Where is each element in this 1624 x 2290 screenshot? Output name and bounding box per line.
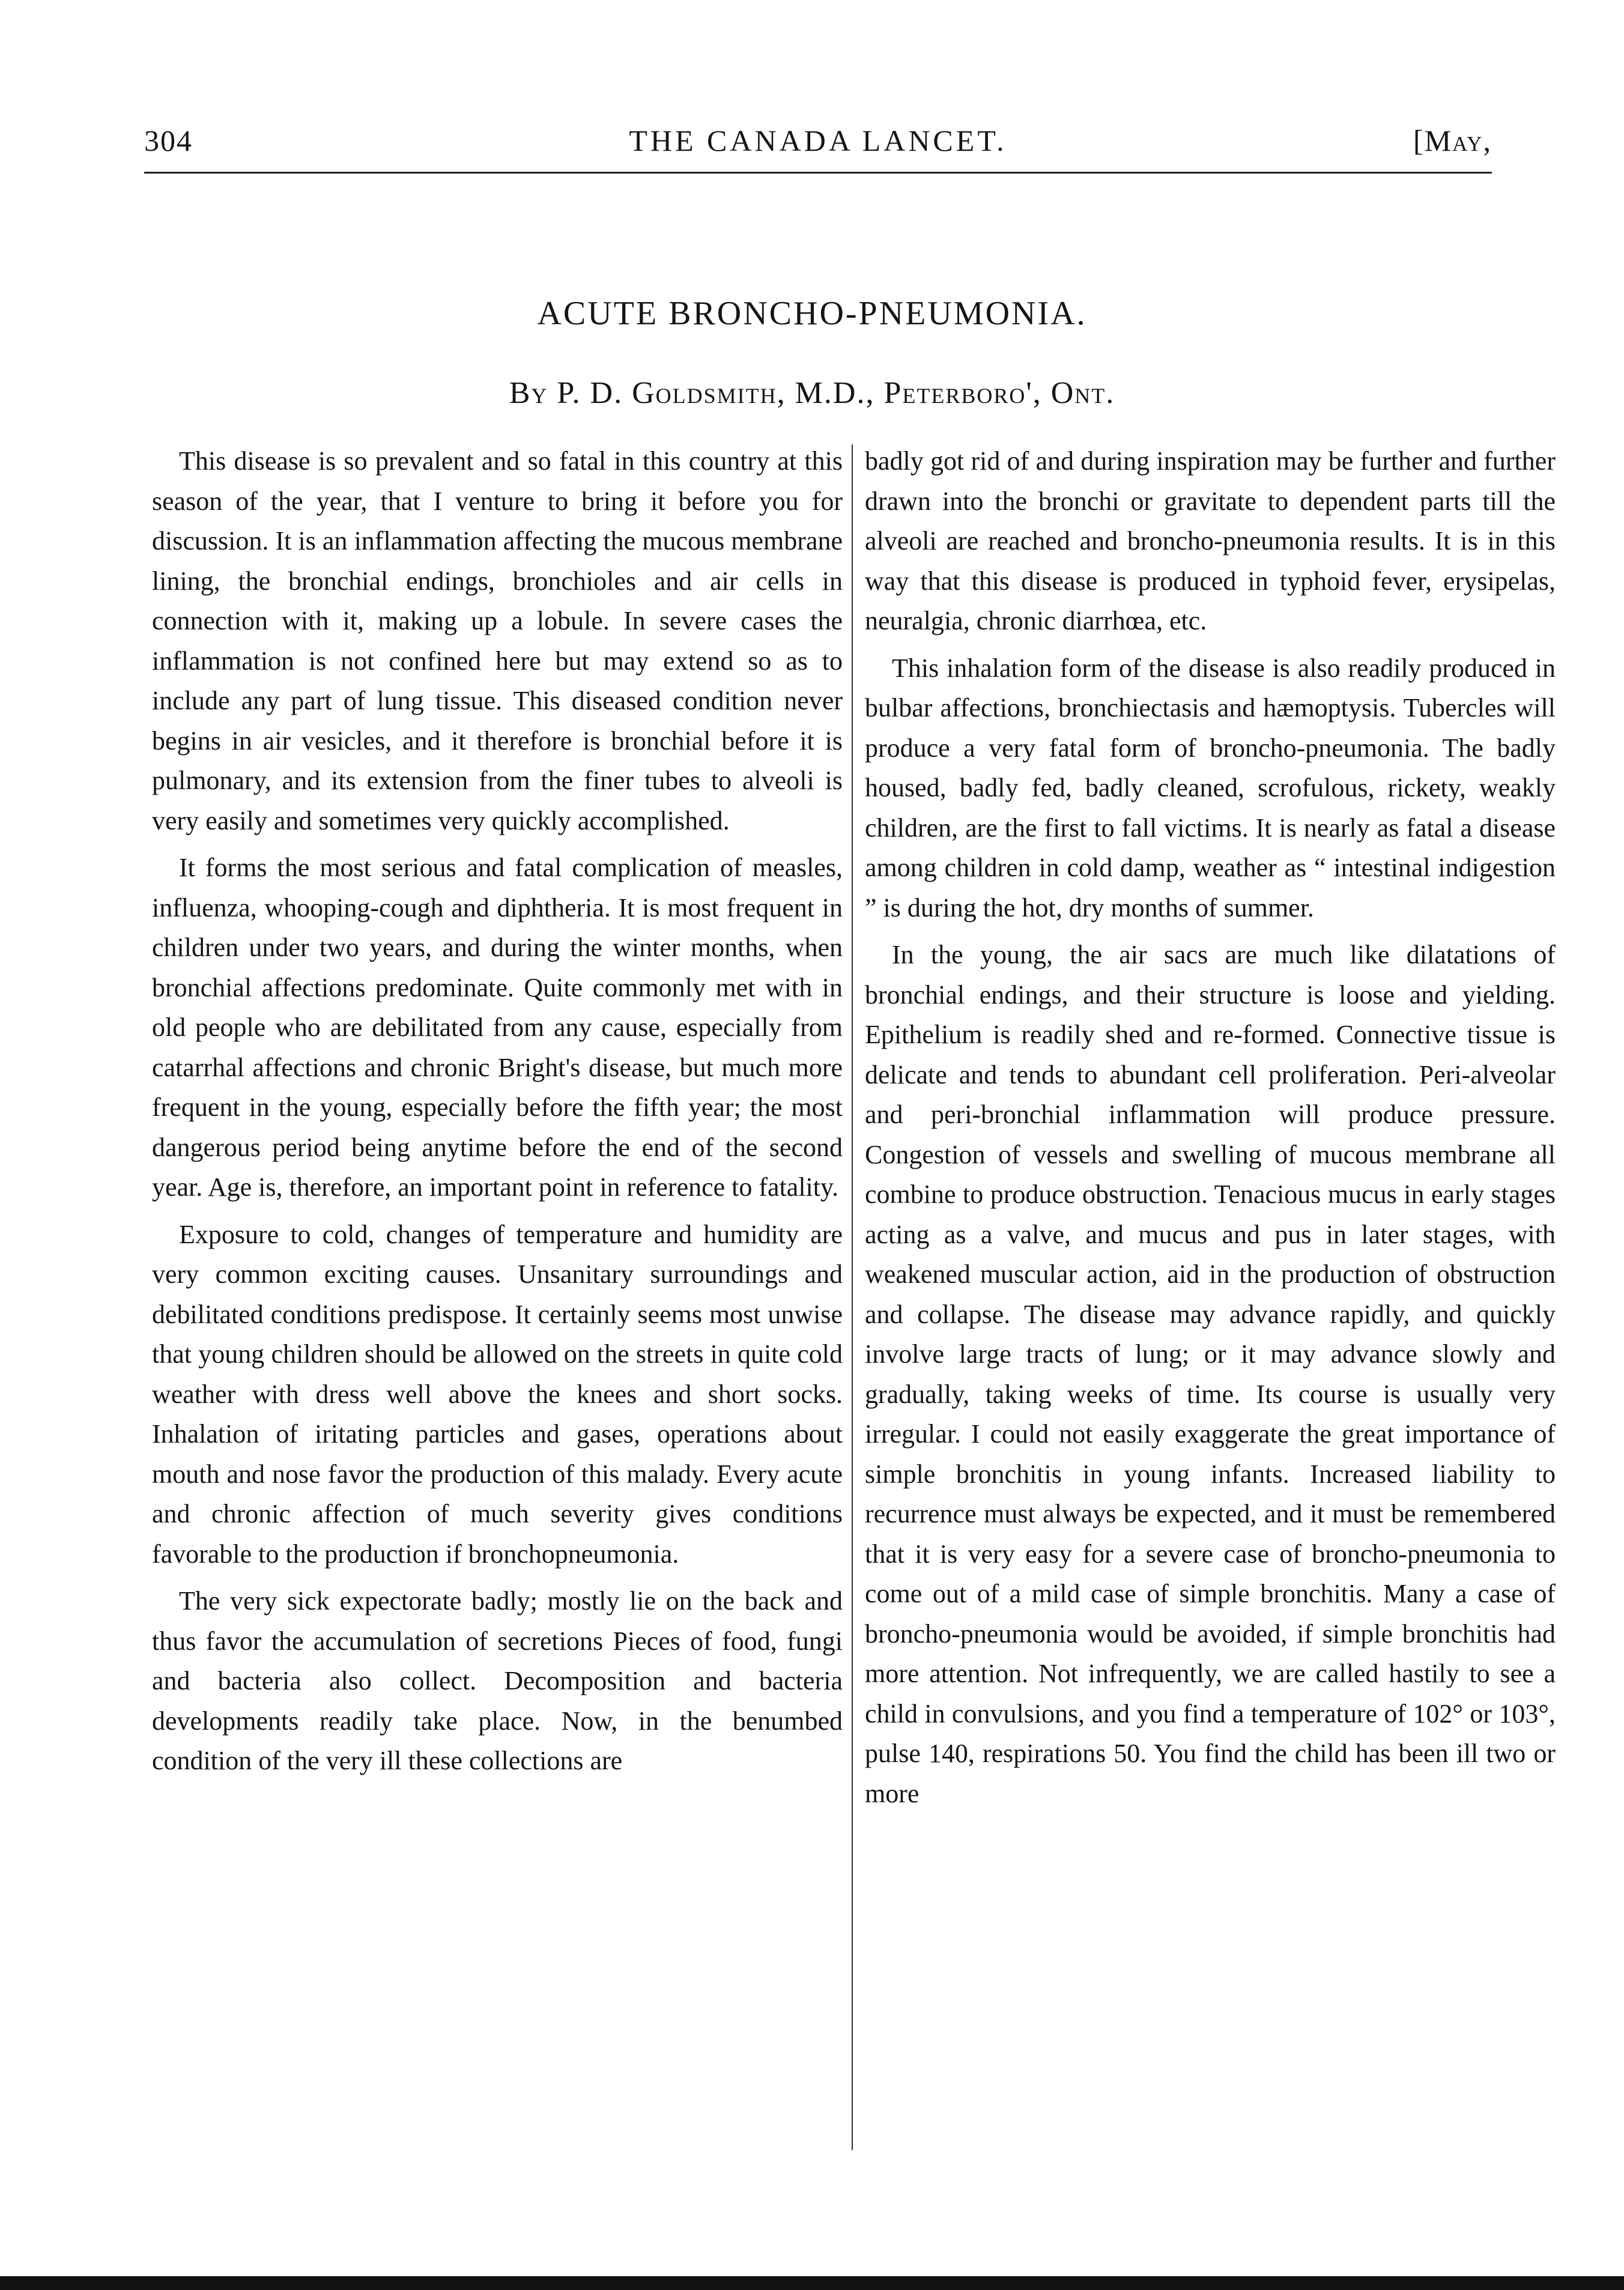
running-header xyxy=(144,123,1492,177)
header-rule xyxy=(144,172,1492,174)
paragraph: It forms the most serious and fatal complication of measles, influenza, whooping-cough and diphtheria. It is most frequent in children under two years, and during the winter months, when bronchial affections predominate. Quite commonly met with in old people who are debilitated from any cause, especially from catarrhal affections and chronic Bright's disease, but much more frequent in the young, especially before the fifth year; the most dangerous period being anytime before the end of the second year. Age is, therefore, an important point in reference to fatality. xyxy=(152,853,843,1202)
paragraph: Exposure to cold, changes of temperature and humidity are very common exciting causes. Unsanitary surroundings and debilitated conditions predispose. It certainly seems most unwise that young children should be allowed on the streets in quite cold weather with dress well above the knees and short socks. Inhalation of iritating particles and gases, operations about mouth and nose favor the production of this malady. Every acute and chronic affection of much severity gives conditions favorable to the production if bronchopneumonia. xyxy=(152,1219,843,1569)
header-month: [May, xyxy=(1413,124,1492,157)
page-number: 304 xyxy=(144,124,193,157)
left-column xyxy=(152,441,843,2159)
paragraph: The very sick expectorate badly; mostly lie on the back and thus favor the accumulation of secretions Pieces of food, fungi and bacteria also collect. Decomposition and bacteria developments readily take place. Now, in the benumbed condition of the very ill these collections are xyxy=(152,1586,843,1775)
article-title: ACUTE BRONCHO-PNEUMONIA. xyxy=(537,295,1087,332)
paragraph: This inhalation form of the disease is also readily produced in bulbar affections, bronchiectasis and hæmoptysis. Tubercles will produce a very fatal form of broncho-pneumonia. The badly housed, badly fed, badly cleaned, scrofulous, rickety, weakly children, are the first to fall victims. It is nearly as fatal a disease among children in cold damp, weather as “ intestinal indigestion ” is during the hot, dry months of summer. xyxy=(865,653,1556,922)
paragraph: This disease is so prevalent and so fatal in this country at this season of the year, that I venture to bring it before you for discussion. It is an inflammation affecting the mucous membrane lining, the bronchial endings, bronchioles and air cells in connection with it, making up a lobule. In severe cases the inflammation is not confined here but may extend so as to include any part of lung tissue. This diseased condition never begins in air vesicles, and it therefore is bronchial before it is pulmonary, and its extension from the finer tubes to alveoli is very easily and sometimes very quickly accomplished. xyxy=(152,446,843,835)
scan-bottom-edge xyxy=(0,2276,1624,2290)
column-divider xyxy=(852,444,853,2150)
paragraph-continued: badly got rid of and during inspiration may be further and further drawn into the bronchi or gravitate to dependent parts till the alveoli are reached and broncho-pneumonia results. It is in this way that this disease is produced in typhoid fever, erysipelas, neuralgia, chronic diarrhœa, etc. xyxy=(865,446,1556,635)
right-column xyxy=(865,441,1556,2159)
journal-title: THE CANADA LANCET. xyxy=(629,124,1007,157)
article-byline: By P. D. Goldsmith, M.D., Peterboro', Ont. xyxy=(509,376,1115,410)
paragraph: In the young, the air sacs are much like dilatations of bronchial endings, and their structure is loose and yielding. Epithelium is readily shed and re-formed. Connective tissue is delicate and tends to abundant cell proliferation. Peri-alveolar and peri-bronchial inflammation will produce pressure. Congestion of vessels and swelling of mucous membrane all combine to produce obstruction. Tenacious mucus in early stages acting as a valve, and mucus and pus in later stages, with weakened muscular action, aid in the production of obstruction and collapse. The disease may advance rapidly, and quickly involve large tracts of lung; or it may advance slowly and gradually, taking weeks of time. Its course is usually very irregular. I could not easily exaggerate the great importance of simple bronchitis in young infants. Increased liability to recurrence must always be expected, and it must be remembered that it is very easy for a severe case of broncho-pneumonia to come out of a mild case of simple bronchitis. Many a case of broncho-pneumonia would be avoided, if simple bronchitis had more attention. Not infrequently, we are called hastily to see a child in convulsions, and you find a temperature of 102° or 103°, pulse 140, respirations 50. You find the child has been ill two or more xyxy=(865,940,1556,1808)
